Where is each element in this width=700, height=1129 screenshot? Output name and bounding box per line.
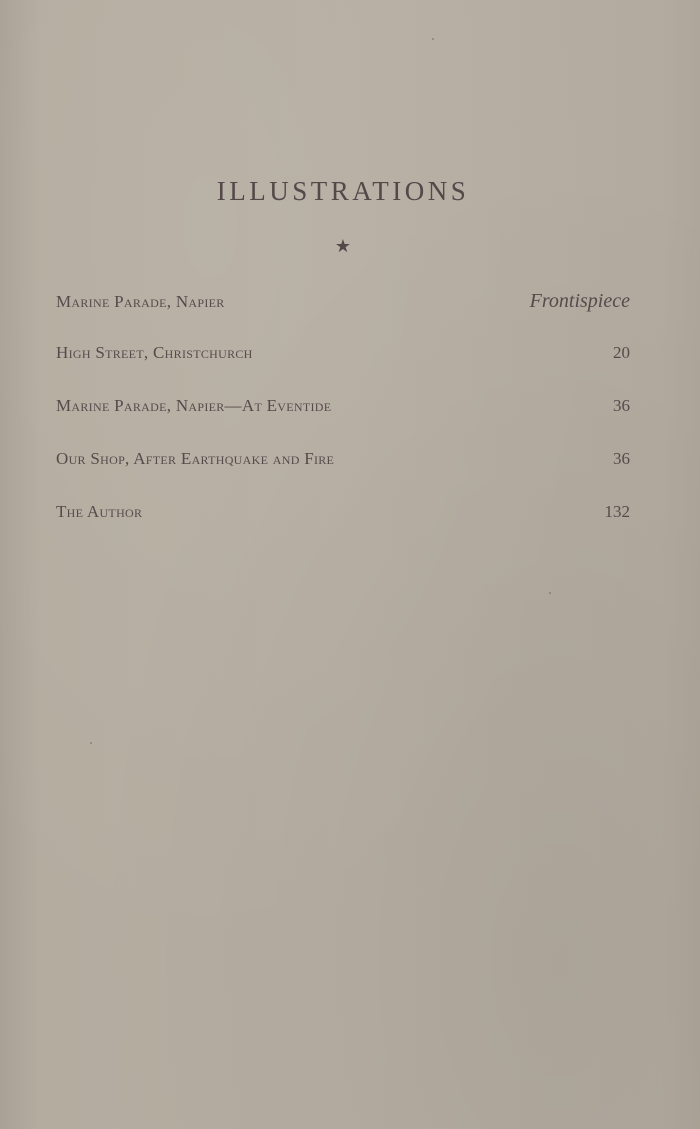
list-item xyxy=(56,343,630,396)
page-title: ILLUSTRATIONS xyxy=(216,176,470,206)
illustration-title: Our Shop, After Earthquake and Fire xyxy=(56,449,335,468)
illustration-title: High Street, Christchurch xyxy=(56,343,253,362)
star-ornament-icon: ★ xyxy=(334,236,352,256)
illustration-page: 36 xyxy=(613,396,630,415)
paper-speck xyxy=(549,592,551,594)
illustration-title: Marine Parade, Napier xyxy=(56,292,225,311)
list-item xyxy=(56,502,630,555)
illustration-page: 20 xyxy=(613,343,630,362)
list-item xyxy=(56,396,630,449)
list-item xyxy=(56,290,630,343)
illustrations-list xyxy=(56,290,630,555)
paper-speck xyxy=(90,742,92,744)
illustration-page: Frontispiece xyxy=(529,290,630,312)
list-item xyxy=(56,449,630,502)
illustration-title: Marine Parade, Napier—At Eventide xyxy=(56,396,332,415)
paper-speck xyxy=(432,38,434,40)
illustration-page: 36 xyxy=(613,449,630,468)
illustration-title: The Author xyxy=(56,502,143,521)
illustration-page: 132 xyxy=(604,502,630,521)
